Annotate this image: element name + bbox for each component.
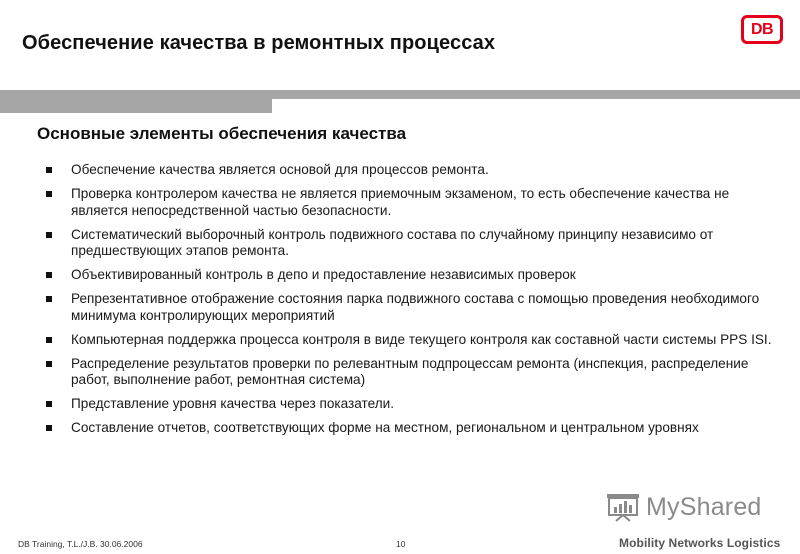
square-bullet-icon (46, 232, 52, 238)
bullet-item (46, 396, 776, 413)
slide-title: Обеспечение качества в ремонтных процессах (22, 32, 496, 54)
bullet-list (46, 162, 776, 444)
square-bullet-icon (46, 361, 52, 367)
square-bullet-icon (46, 272, 52, 278)
footer-page-number: 10 (396, 539, 406, 549)
bullet-text: Объективированный контроль в депо и предоставление независимых проверок (71, 267, 576, 282)
square-bullet-icon (46, 401, 52, 407)
bullet-text: Проверка контролером качества не является приемочным экзаменом, то есть обеспечение качества не является непосредственной частью безопасности. (71, 186, 730, 218)
bullet-item (46, 332, 776, 349)
db-logo-text: DB (750, 20, 774, 38)
bullet-text: Обеспечение качества является основой для процессов ремонта. (71, 162, 489, 177)
presentation-board-icon (606, 492, 640, 522)
footer-brand: Mobility Networks Logistics (619, 536, 781, 550)
bullet-item (46, 291, 776, 324)
bullet-item (46, 356, 776, 389)
bullet-text: Распределение результатов проверки по релевантным подпроцессам ремонта (инспекция, распределение работ, выполнение работ, ремонтная система) (71, 355, 749, 387)
square-bullet-icon (46, 425, 52, 431)
bullet-item (46, 267, 776, 284)
watermark-text: MyShared (646, 492, 762, 521)
header-divider-accent (0, 99, 272, 113)
bullet-item (46, 162, 776, 179)
db-logo (741, 15, 783, 44)
square-bullet-icon (46, 296, 52, 302)
bullet-text: Компьютерная поддержка процесса контроля в виде текущего контроля как составной части системы PPS ISI. (71, 331, 772, 347)
bullet-item (46, 186, 776, 219)
bullet-text: Систематический выборочный контроль подвижного состава по случайному принципу независимо от предшествующих этапов ремонта. (71, 226, 714, 258)
section-heading: Основные элементы обеспечения качества (37, 124, 407, 143)
bullet-text: Составление отчетов, соответствующих форме на местном, региональном и центральном уровнях (71, 420, 699, 435)
square-bullet-icon (46, 191, 52, 197)
bullet-text: Репрезентативное отображение состояния парка подвижного состава с помощью проведения необходимого минимума контролирующих мероприятий (71, 291, 760, 323)
bullet-item (46, 420, 776, 437)
header-divider-band (0, 90, 800, 99)
bullet-item (46, 227, 776, 260)
footer-source: DB Training, T.L./J.B. 30.06.2006 (18, 539, 143, 549)
myshared-watermark (606, 492, 762, 522)
bullet-text: Представление уровня качества через показатели. (71, 396, 395, 411)
square-bullet-icon (46, 337, 52, 343)
square-bullet-icon (46, 167, 52, 173)
